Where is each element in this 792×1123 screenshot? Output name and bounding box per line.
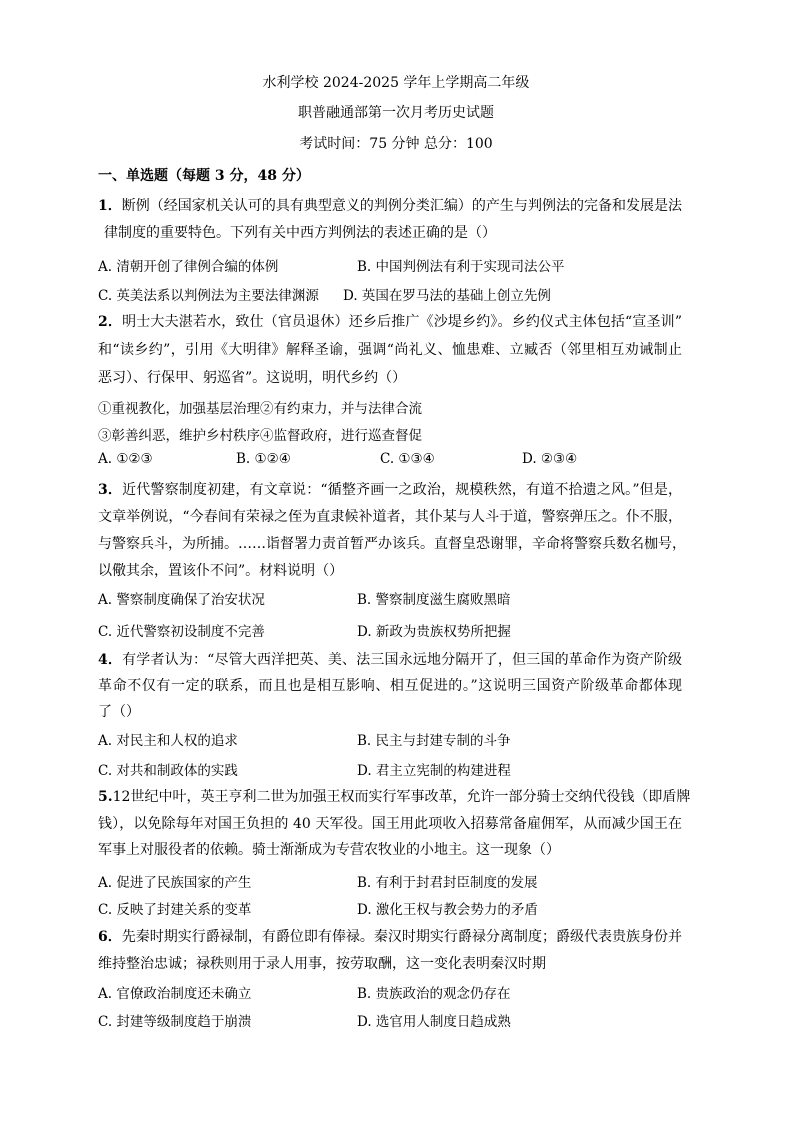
question-4-line-3: 了（）: [98, 704, 140, 720]
question-1-option-b[interactable]: B. 中国判例法有利于实现司法公平: [357, 259, 565, 275]
question-6-line-1: 6．先秦时期实行爵禄制，有爵位即有俸禄。秦汉时期实行爵禄分离制度；爵级代表贵族身份并: [98, 929, 683, 945]
school-line: 水利学校 2024-2025 学年上学期高二年级: [262, 75, 530, 91]
exam-title: 职普融通部第一次月考历史试题: [298, 105, 494, 121]
question-4-option-c[interactable]: C. 对共和制政体的实践: [98, 763, 238, 779]
question-1-option-c[interactable]: C. 英美法系以判例法为主要法律渊源: [98, 288, 319, 304]
question-3-option-b[interactable]: B. 警察制度滋生腐败黑暗: [357, 592, 511, 608]
question-3-option-d[interactable]: D. 新政为贵族权势所把握: [357, 624, 511, 640]
question-4-line-2: 革命不仅有一定的联系，而且也是相互影响、相互促进的。”这说明三国资产阶级革命都体现: [98, 678, 682, 694]
question-2-line-1: 2．明士大夫湛若水，致仕（官员退休）还乡后推广《沙堤乡约》。乡约仪式主体包括“宣圣训”: [98, 314, 682, 330]
question-5-line-2: 钱），以免除每年对国王负担的 40 天军役。国王用此项收入招募常备雇佣军，从而减少国王在: [98, 816, 682, 832]
exam-info: 考试时间：75 分钟 总分：100: [299, 136, 493, 152]
question-5-option-b[interactable]: B. 有利于封君封臣制度的发展: [357, 875, 538, 891]
question-3-number: 3．: [98, 482, 123, 498]
question-2-statement-2: ③彰善纠恶，维护乡村秩序④监督政府，进行巡查督促: [98, 428, 422, 444]
question-6-number: 6．: [98, 929, 122, 945]
question-1-option-d[interactable]: D. 英国在罗马法的基础上创立先例: [343, 288, 551, 304]
question-3-line-2: 文章举例说，“今春间有荣禄之侄为直隶候补道者，其仆某与人斗于道，警察弹压之。仆不服，: [98, 509, 682, 525]
question-4-option-a[interactable]: A. 对民主和人权的追求: [98, 733, 238, 749]
question-6-option-a[interactable]: A. 官僚政治制度还未确立: [98, 986, 252, 1002]
question-3-option-c[interactable]: C. 近代警察初设制度不完善: [98, 624, 265, 640]
question-5-option-a[interactable]: A. 促进了民族国家的产生: [98, 875, 252, 891]
question-5-line-1: 5.12世纪中叶，英王亨利二世为加强王权而实行军事改革，允许一部分骑士交纳代役钱（即盾牌: [98, 789, 691, 805]
question-1-line-1: 1．断例（经国家机关认可的具有典型意义的判例分类汇编）的产生与判例法的完备和发展是法: [98, 198, 683, 214]
question-2-line-2: 和“读乡约”，引用《大明律》解释圣谕，强调“尚礼义、恤患难、立臧否（邻里相互劝诫制止: [98, 342, 682, 358]
question-3-option-a[interactable]: A. 警察制度确保了治安状况: [98, 592, 265, 608]
question-2-option-a[interactable]: A. ①②③: [98, 451, 153, 467]
question-5-option-c[interactable]: C. 反映了封建关系的变革: [98, 902, 252, 918]
question-2-number: 2．: [98, 314, 123, 330]
question-2-statement-1: ①重视教化，加强基层治理②有约束力，并与法律合流: [98, 401, 422, 417]
question-2-option-d[interactable]: D. ②③④: [522, 451, 578, 467]
question-5-number: 5.: [98, 789, 113, 805]
question-3-line-1: 3．近代警察制度初建，有文章说：“循整齐画一之政治，规模秩然，有道不拾遗之风。”但是，: [98, 482, 682, 498]
question-2-option-b[interactable]: B. ①②④: [236, 451, 291, 467]
section-title: 一、单选题（每题 3 分，48 分）: [98, 168, 310, 184]
question-3-line-3: 与警察兵斗，为所捕。……诣督署力责首暂严办该兵。直督皇恐谢罪，辛命将警察兵数名枷号，: [98, 536, 686, 552]
question-6-line-2: 维持整治忠诚；禄秩则用于录人用事，按劳取酬，这一变化表明秦汉时期: [98, 956, 546, 972]
question-6-option-c[interactable]: C. 封建等级制度趋于崩溃: [98, 1014, 252, 1030]
question-6-option-b[interactable]: B. 贵族政治的观念仍存在: [357, 986, 511, 1002]
question-3-line-4: 以儆其余，置该仆不问”。材料说明（）: [98, 563, 344, 579]
question-1-number: 1．: [98, 198, 122, 214]
question-4-number: 4．: [98, 652, 123, 668]
question-1-option-a[interactable]: A. 清朝开创了律例合编的体例: [98, 259, 279, 275]
question-2-line-3: 恶习）、行保甲、躬巡省”。这说明，明代乡约（）: [98, 370, 407, 386]
question-4-option-d[interactable]: D. 君主立宪制的构建进程: [357, 763, 511, 779]
question-5-line-3: 军事上对服役者的依赖。骑士渐渐成为专营农牧业的小地主。这一现象（）: [98, 842, 560, 858]
question-4-line-1: 4．有学者认为：“尽管大西洋把英、美、法三国永远地分隔开了，但三国的革命作为资产阶级: [98, 652, 682, 668]
question-6-option-d[interactable]: D. 选官用人制度日趋成熟: [357, 1014, 511, 1030]
question-4-option-b[interactable]: B. 民主与封建专制的斗争: [357, 733, 511, 749]
question-1-line-2: 律制度的重要特色。下列有关中西方判例法的表述正确的是（）: [104, 225, 496, 241]
question-5-option-d[interactable]: D. 激化王权与教会势力的矛盾: [357, 902, 538, 918]
question-2-option-c[interactable]: C. ①③④: [380, 451, 435, 467]
